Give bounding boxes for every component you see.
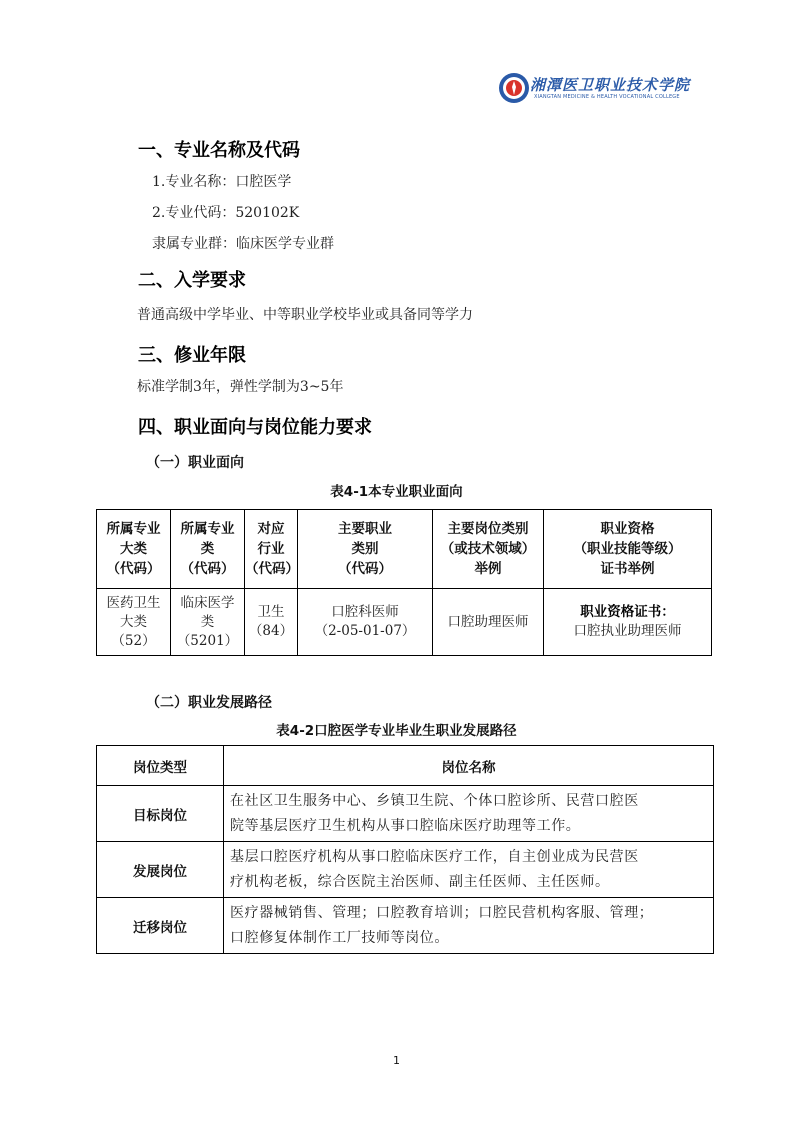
career-path-table: [96, 745, 714, 954]
section-1-title: 一、专业名称及代码: [138, 140, 300, 161]
position-name-cell: 医疗器械销售、管理；口腔教育培训；口腔民营机构客服、管理； 口腔修复体制作工厂技师等岗位。: [224, 898, 714, 954]
position-cell: 口腔助理医师: [433, 589, 544, 656]
table-row: [97, 898, 714, 954]
major-group: 隶属专业群：临床医学专业群: [152, 236, 334, 252]
major-name: 1.专业名称：口腔医学: [152, 174, 292, 190]
header-cell: 对应 行业 （代码）: [245, 510, 298, 589]
section-3-title: 三、修业年限: [138, 345, 246, 366]
table-row: [97, 786, 714, 842]
header-cell: 所属专业 大类 （代码）: [97, 510, 171, 589]
logo-english-name: XIANGTAN MEDICINE & HEALTH VOCATIONAL COLLEGE: [534, 94, 680, 100]
position-type-cell: 发展岗位: [97, 842, 224, 898]
position-name-cell: 在社区卫生服务中心、乡镇卫生院、个体口腔诊所、民营口腔医 院等基层医疗卫生机构从事口腔临床医疗助理等工作。: [224, 786, 714, 842]
subsection-career-path: （二）职业发展路径: [146, 695, 272, 711]
admission-requirement: 普通高级中学毕业、中等职业学校毕业或具备同等学力: [137, 307, 473, 323]
table-2-caption: 表4-2口腔医学专业毕业生职业发展路径: [276, 723, 517, 739]
logo-chinese-name: 湘潭医卫职业技术学院: [530, 76, 691, 94]
table-row: [97, 589, 712, 656]
header-position-name: 岗位名称: [224, 746, 714, 786]
class-cell: 临床医学 类 （5201）: [171, 589, 245, 656]
position-type-cell: 迁移岗位: [97, 898, 224, 954]
subsection-career-orientation: （一）职业面向: [146, 455, 244, 471]
college-emblem-icon: [498, 72, 530, 104]
college-logo: [498, 72, 691, 106]
category-cell: 医药卫生 大类 （52）: [97, 589, 171, 656]
table-header-row: [97, 510, 712, 589]
career-orientation-table: [96, 509, 712, 656]
header-cell: 所属专业 类 （代码）: [171, 510, 245, 589]
header-position-type: 岗位类型: [97, 746, 224, 786]
certificate-cell: 职业资格证书： 口腔执业助理医师: [544, 589, 712, 656]
table-header-row: [97, 746, 714, 786]
header-cell: 主要职业 类别 （代码）: [298, 510, 433, 589]
table-1-caption: 表4-1本专业职业面向: [330, 484, 463, 500]
header-cell: 职业资格 （职业技能等级） 证书举例: [544, 510, 712, 589]
industry-cell: 卫生 （84）: [245, 589, 298, 656]
study-duration: 标准学制3年，弹性学制为3~5年: [137, 379, 344, 395]
occupation-cell: 口腔科医师 （2-05-01-07）: [298, 589, 433, 656]
section-2-title: 二、入学要求: [138, 270, 246, 291]
major-code: 2.专业代码：520102K: [152, 205, 300, 221]
position-name-cell: 基层口腔医疗机构从事口腔临床医疗工作，自主创业成为民营医 疗机构老板，综合医院主治医师、副主任医师、主任医师。: [224, 842, 714, 898]
header-cell: 主要岗位类别 （或技术领域） 举例: [433, 510, 544, 589]
table-row: [97, 842, 714, 898]
section-4-title: 四、职业面向与岗位能力要求: [138, 417, 372, 438]
position-type-cell: 目标岗位: [97, 786, 224, 842]
page-number: 1: [393, 1054, 400, 1067]
